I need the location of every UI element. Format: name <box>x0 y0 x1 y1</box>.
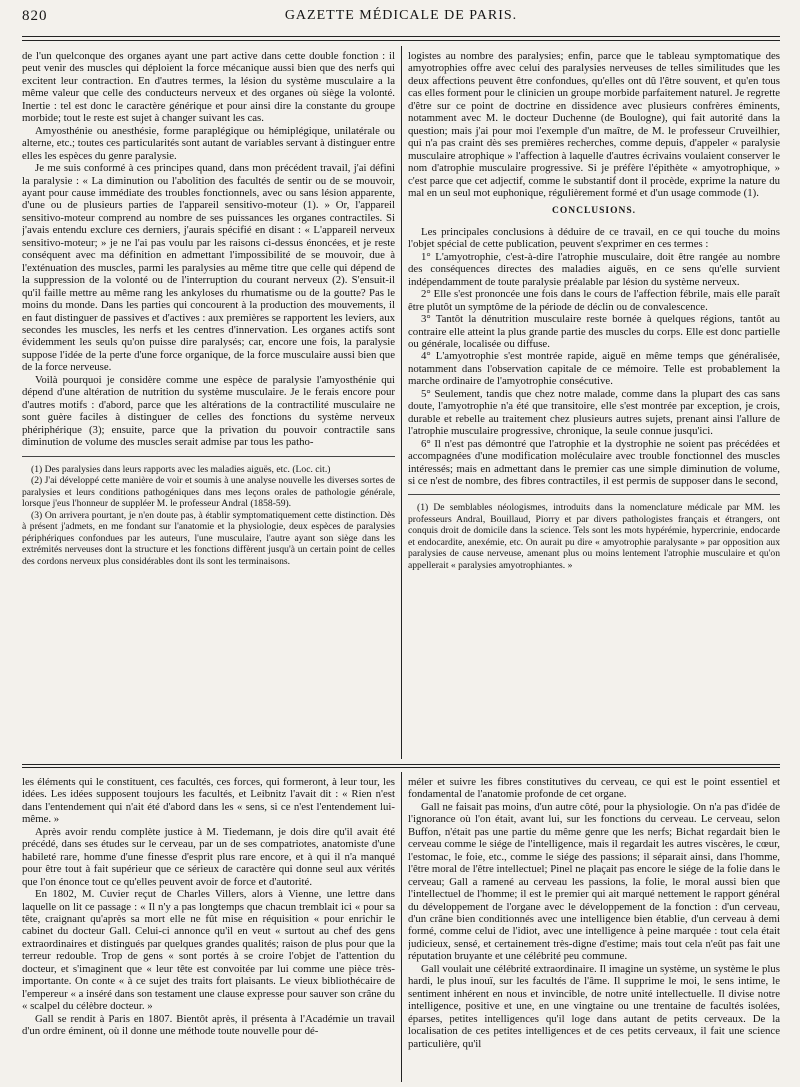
upper-right-column <box>408 50 780 755</box>
conclusion-item: 4° L'amyotrophie s'est montrée rapide, aiguë en même temps que généralisée, notamment dans l'observation capitale de ce mémoire. Telle est probablement la marche ordinaire de l'amyotrophie consécutive. <box>408 350 780 388</box>
footnote: (3) On arrivera pourtant, je n'en doute pas, à établir symptomatiquement cette distinction. Dès à présent j'admets, en me fondant sur l'anatomie et la physiologie, deux espèces de paralysies périphériques confondues par les auteurs, l'une musculaire, l'autre ayant son siège dans les extrémités nerveuses dont la structure et les fonctions diffèrent jusqu'à un certain point de celles des cordons nerveux plus considérables dont ils sont les terminaisons. <box>22 509 395 567</box>
page-number: 820 <box>22 8 48 24</box>
lower-right-column <box>408 776 780 1081</box>
paragraph: les éléments qui le constituent, ces facultés, ces forces, qui formeront, à leur tour, les idées. Les idées supposent toujours les facultés, et Leibnitz l'avait dit : « Rien n'est dans l'entendement qui n'ait été d'abord dans les « sens, si ce n'est l'entendement lui-même. » <box>22 776 395 826</box>
footnotes <box>408 502 780 571</box>
footnotes <box>22 464 395 568</box>
paragraph: logistes au nombre des paralysies; enfin, parce que le tableau symptomatique des amyotrophies offre avec celui des paralysies nerveuses de telles similitudes que les deux affections peuvent être confondues, qu'elles ont dû l'être souvent, et qu'en tous cas elles forment pour le clinicien un groupe morbide parfaitement naturel. Je regrette d'être sur ce point de doctrine en dissidence avec plusieurs confrères éminents, notamment avec M. le docteur Duchenne (de Boulogne), qui fait autorité dans la question; mais j'ai pour moi l'exemple d'un maître, de M. le professeur Cruveilhier, qui n'a pas craint dès ses premières recherches, comme depuis, d'appeler « paralysie musculaire atrophique » l'affection à laquelle d'autres écrivains voulaient conserver le nom d'atrophie musculaire progressive. Si je préfère l'épithète « amyotrophique, » c'est parce que cet adjectif, comme le substantif dont il procède, exprime la nature du mal en un seul mot euphonique, régulièrement formé et d'un usage commode (1). <box>408 50 780 199</box>
paragraph: Gall se rendit à Paris en 1807. Bientôt après, il présenta à l'Académie un travail d'un ordre éminent, où il donne une méthode toute nouvelle pour dé- <box>22 1012 395 1038</box>
conclusion-item: 5° Seulement, tandis que chez notre malade, comme dans la plupart des cas sans doute, l'amyotrophie n'a été que transitoire, elle s'est montrée par exception, je crois, durable et rebelle au traitement chez plusieurs autres sujets, prenant ainsi l'allure de l'atrophie musculaire progressive, chronique, la seule connue jusqu'ici. <box>408 387 780 438</box>
paragraph: Je me suis conformé à ces principes quand, dans mon précédent travail, j'ai défini la paralysie : « La diminution ou l'abolition des facultés de sentir ou de se mouvoir, ayant pour cause immédiate des troubles fonctionnels, avec ou sans lésion apparente, d'une ou de plusieurs parties de l'appareil sensitivo-moteur (1). » Or, l'appareil sensitivo-moteur comprend au nombre de ses puissances les organes contractiles. Si j'avais entendu exclure ces derniers, j'aurais spécifié en disant : « L'appareil nerveux sensitivo-moteur; » je ne l'ai pas voulu par les raisons ci-dessus énoncées, et je reste conséquent avec ma définition en admettant l'impossibilité de se mouvoir, due à l'exténuation des muscles, parmi les paralysies au même titre que celle qui dépend de la suppression de la volonté ou de l'interruption du courant nerveux (2). S'ensuit-il qu'il faille mettre au même rang les ankyloses du rhumatisme ou de la goutte? Pas le moins du monde. Dans les parties qui concourent à la production des mouvements, il en faut distinguer de passives et d'actives : aux premières se rapportent les leviers, aux secondes les muscles, les nerfs et les centres d'innervation. Les organes actifs sont évidemment les seuls qu'on puisse dire paralysés; car, encore une fois, la paralysie suppose l'idée de la perte d'une force organique, de la force musculaire aussi bien que de la force nerveuse. <box>22 162 395 374</box>
journal-title: GAZETTE MÉDICALE DE PARIS. <box>284 8 518 23</box>
footnote-rule <box>22 456 395 457</box>
conclusion-item: 1° L'amyotrophie, c'est-à-dire l'atrophie musculaire, doit être rangée au nombre des conséquences directes des maladies aiguës, en ce sens qu'elle survient indépendamment de toute paralysie préalable par lésion du système nerveux. <box>408 250 780 288</box>
footnote: (2) J'ai développé cette manière de voir et soumis à une analyse nouvelle les diverses sortes de paralysies et leurs conditions pathogéniques dans mes leçons orales de pathologie générale, lorsque j'eus l'honneur de suppléer M. le professeur Andral (1858-59). <box>22 475 395 509</box>
conclusion-item: 2° Elle s'est prononcée une fois dans le cours de l'affection fébrile, mais elle paraît être plutôt un symptôme de la période de déclin ou de convalescence. <box>408 288 780 313</box>
paragraph: Après avoir rendu complète justice à M. Tiedemann, je dois dire qu'il avait été précédé, dans ses études sur le cerveau, par un de ses compatriotes, anatomiste d'une habileté rare, homme d'une finesse d'esprit plus rare encore, et à qui il n'a manqué pour être tout à fait supérieur que ce sérieux de caractère qui donne seul aux vérités que l'on énonce tout ce qu'elles peuvent avoir de force et d'autorité. <box>22 825 395 888</box>
header-rule-double <box>22 40 780 41</box>
section-divider <box>22 764 780 765</box>
conclusion-item: 6° Il n'est pas démontré que l'atrophie et la dystrophie ne soient pas précédées et accompagnées d'une modification moléculaire avec trouble fonctionnel des muscles intéressés; mais en admettant dans le premier cas une simple diminution de volume, si ce n'est de nombre, des fibres contractiles, il est permis de supposer dans le second, <box>408 437 780 487</box>
paragraph: de l'un quelconque des organes ayant une part active dans cette double fonction : il peut venir des muscles qui déploient la force mécanique aussi bien que des nerfs qui excitent leur contraction. En d'autres termes, la lésion du système musculaire a la même valeur que celle des conducteurs nerveux et des organes où siège la volonté. Inertie : tel est donc le caractère générique et pour ainsi dire la constante du groupe morbide; tout le reste est sujet à changer suivant les cas. <box>22 50 395 125</box>
paragraph: Amyosthénie ou anesthésie, forme paraplégique ou hémiplégique, unilatérale ou alterne, etc.; toutes ces particularités sont autant de variables servant à distinguer entre elles les espèces du genre paralysie. <box>22 124 395 162</box>
running-head <box>22 4 780 28</box>
paragraph: méler et suivre les fibres constitutives du cerveau, ce qui est le point essentiel et fondamental de l'anatomie profonde de cet organe. <box>408 776 780 801</box>
conclusion-item: Les principales conclusions à déduire de ce travail, en ce qui touche du moins l'objet spécial de cette publication, peuvent s'exprimer en ces termes : <box>408 225 780 251</box>
footnote: (1) De semblables néologismes, introduits dans la nomenclature médicale par MM. les professeurs Andral, Bouillaud, Piorry et par divers pathologistes français et étrangers, ont conquis droit de domicile dans la science. Tels sont les mots hypérémie, hypercrinie, endocarde et endocardite, anexémie, etc. On aurait pu dire « amyotrophie paralysante » par opposition aux paralysies de cause nerveuse, amenant plus ou moins lentement l'atrophie musculaire et qu'on appellerait « paralysies amyotrophiantes. » <box>408 502 780 571</box>
lower-left-column <box>22 776 395 1081</box>
footnote-rule <box>408 494 780 495</box>
lower-column-divider <box>401 772 402 1082</box>
paragraph: Voilà pourquoi je considère comme une espèce de paralysie l'amyosthénie qui dépend d'une altération de nutrition du système musculaire. Je le ferais encore pour d'autres motifs : d'abord, parce que les altérations de la contractilité musculaire ne sont guère faciles à distinguer de celles des fonctions du système nerveux phériphérique (3); ensuite, parce que la privation du pouvoir contractile sans diminution de volume des muscles serait admise par tous les patho- <box>22 373 395 449</box>
paragraph: En 1802, M. Cuvier reçut de Charles Villers, alors à Vienne, une lettre dans laquelle on lit ce passage : « Il n'y a pas longtemps que chacun tremblait ici « pour sa tête, craignant qu'après sa mort elle ne fût mise en réquisition « pour enrichir le cabinet du docteur Gall. Celui-ci annonce qu'il en veut « surtout au chef des gens extraordinaires et distingués par quelques grandes qualités; raison de plus pour que la terreur redouble. Trop de gens « sont portés à se croire l'objet de l'attention du docteur, et s'imaginent que « leur tête est convoitée par lui comme une pièce très-importante. On conte « à ce sujet des traits fort plaisants. Le vieux bibliothécaire de l'empereur « a inséré dans son testament une clause expresse pour sauver son crâne du « scalpel du célèbre docteur. » <box>22 888 395 1013</box>
conclusion-item: 3° Tantôt la dénutrition musculaire reste bornée à quelques régions, tantôt au contraire elle atteint la plus grande partie des muscles du corps. Elle est donc partielle ou générale, localisée ou diffuse. <box>408 313 780 350</box>
conclusions-heading: CONCLUSIONS. <box>551 206 637 217</box>
upper-left-column <box>22 50 395 755</box>
footnote: (1) Des paralysies dans leurs rapports avec les maladies aiguës, etc. (Loc. cit.) <box>31 463 331 475</box>
header-rule <box>22 36 780 37</box>
section-divider-double <box>22 767 780 768</box>
upper-column-divider <box>401 46 402 759</box>
paragraph: Gall voulait une célébrité extraordinaire. Il imagine un système, un système le plus hardi, le plus inouï, sur les facultés de l'âme. Il supprime le moi, le sens intime, le sentiment inhérent en nous et invincible, de notre unité intellectuelle. Il divise notre intelligence, positive et une, en une vingtaine ou une trentaine de facultés isolées, éparses, petites intelligences qu'il loge dans autant de petits cerveaux. De la localisation de ces petites intelligences et de ces petits cerveaux, il fait une science particulière, qu'il <box>408 962 780 1050</box>
paragraph: Gall ne faisait pas moins, d'un autre côté, pour la physiologie. On n'a pas d'idée de l'ignorance où l'on était, avant lui, sur les fonctions du cerveau. Le cerveau, selon Buffon, n'était pas une partie du même genre que les nerfs; Bichat regardait bien le cerveau comme le siége de l'intelligence, mais il regardait les autres viscères, le cœur, l'estomac, le foie, etc., comme le siége des passions; il séparait ainsi, dans l'homme, l'être moral de l'être intellectuel; Pinel ne plaçait pas encore le siége de la folie dans le cerveau; Gall a ramené au cerveau les passions, la folie, le moral aussi bien que l'intellectuel de l'homme; il est le premier qui ait marqué nettement le rapport général du développement de l'organe avec le développement de la fonction : d'un cerveau, d'un crâne bien conditionnés avec une intelligence bien établie, d'un cerveau à demi formé, comme celui de l'idiot, avec une intelligence à peine marquée : tout cela était judicieux, sensé, et certainement très-digne d'estime; mais tout cela n'eût pas fait une réputation bruyante et une célébrité peu commune. <box>408 800 780 963</box>
